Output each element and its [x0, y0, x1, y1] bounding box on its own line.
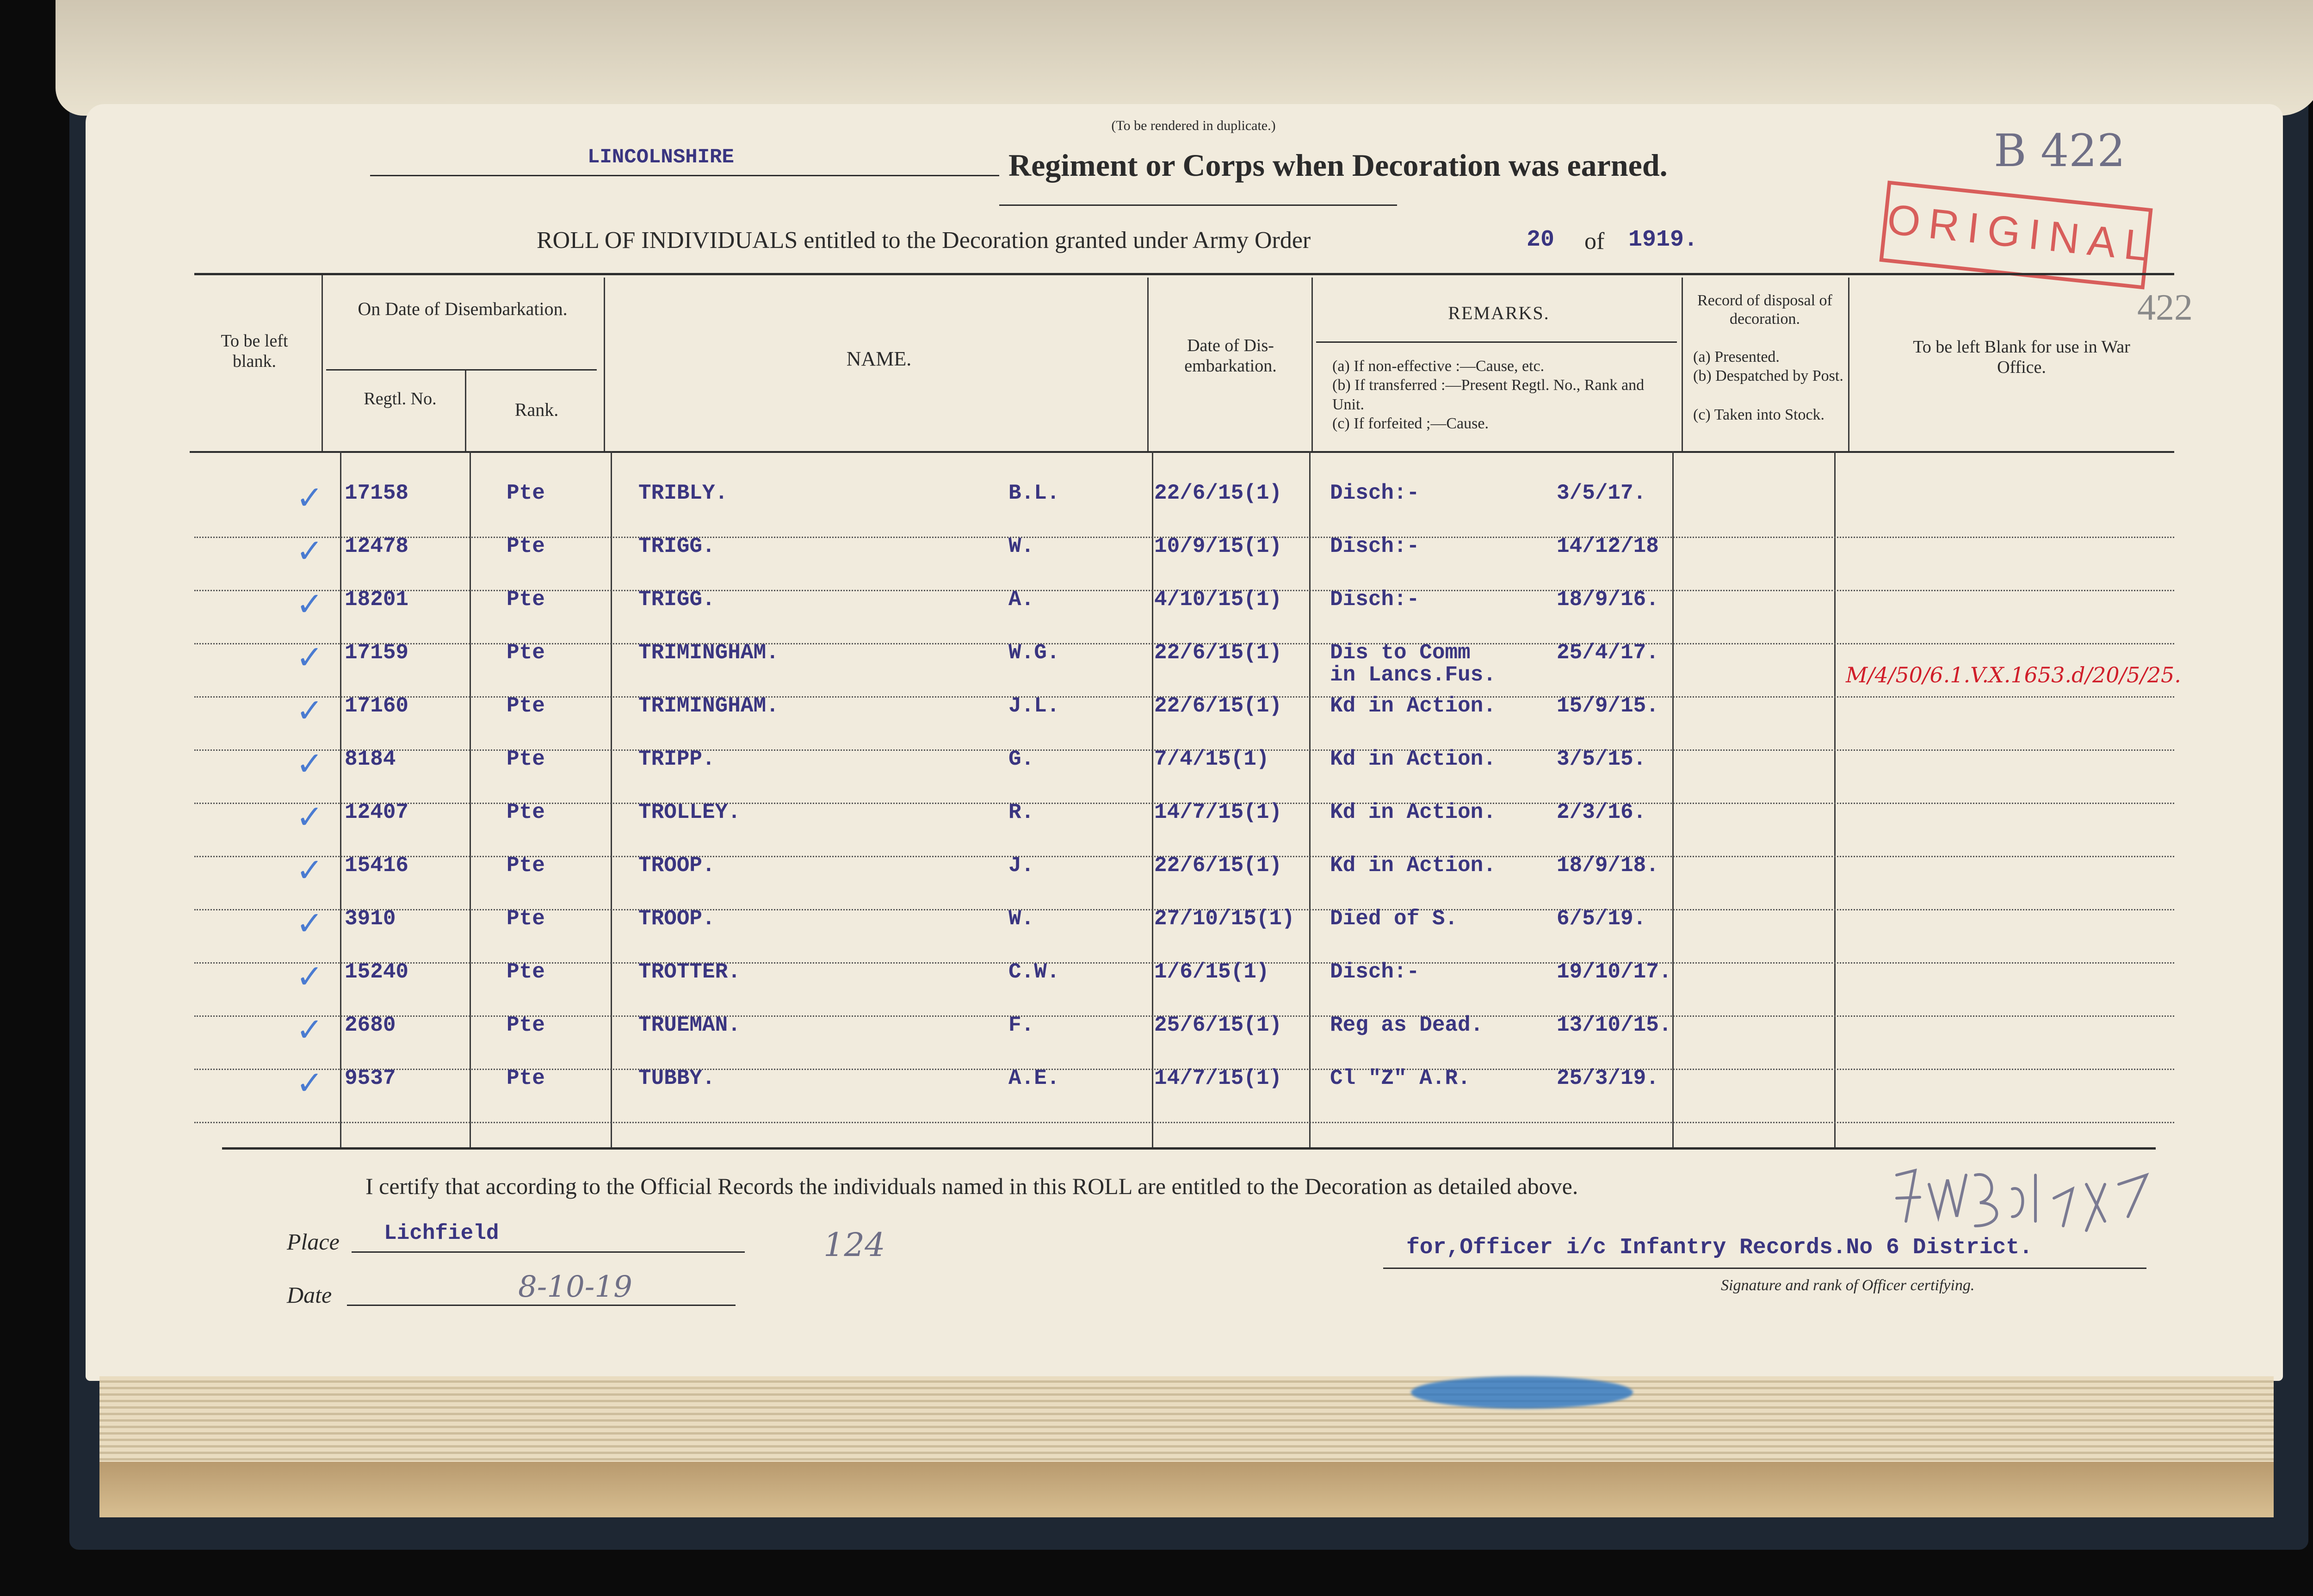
row-regtl-number: 8184 [345, 747, 396, 771]
row-disembark-date: 22/6/15(1) [1154, 854, 1282, 878]
row-surname: TROOP. [638, 907, 715, 931]
checkmark-icon: ✓ [296, 585, 323, 623]
remarks-group-rule [1316, 341, 1677, 343]
row-rank: Pte [507, 588, 545, 612]
row-surname: TRIMINGHAM. [638, 694, 779, 718]
army-order-number: 20 [1527, 227, 1555, 253]
row-disembark-date: 7/4/15(1) [1154, 747, 1269, 771]
place-underline [352, 1251, 745, 1253]
col-divider-name-body [1152, 451, 1153, 1147]
col-divider-blank [322, 275, 323, 451]
row-initials: R. [1008, 800, 1034, 824]
col-divider-name [1147, 278, 1149, 451]
checkmark-icon: ✓ [296, 745, 323, 783]
row-disembark-date: 14/7/15(1) [1154, 1066, 1282, 1090]
row-remark-date: 3/5/15. [1557, 747, 1646, 771]
row-initials: A. [1008, 588, 1034, 612]
row-rank: Pte [507, 694, 545, 718]
row-initials: B.L. [1008, 481, 1060, 505]
row-initials: J. [1008, 854, 1034, 878]
col-header-war-office: To be left Blank for use in War Office. [1913, 337, 2130, 377]
row-disembark-date: 22/6/15(1) [1154, 641, 1282, 665]
remarks-note-b: (b) If transferred :—Present Regtl. No., Rank and Unit. [1332, 377, 1645, 413]
row-remark: Reg as Dead. [1330, 1013, 1484, 1037]
date-value: 8-10-19 [518, 1270, 632, 1304]
order-year: 1919. [1628, 227, 1698, 253]
row-remark-continued: in Lancs.Fus. [1330, 663, 1496, 687]
margin-number: 124 [823, 1226, 885, 1264]
col-divider-disposal-body [1834, 451, 1836, 1147]
row-regtl-number: 2680 [345, 1013, 396, 1037]
row-regtl-number: 15416 [345, 854, 409, 878]
row-initials: C.W. [1008, 960, 1060, 984]
disposal-note-a: (a) Presented. [1693, 348, 1780, 365]
row-remark-date: 3/5/17. [1557, 481, 1646, 505]
row-surname: TUBBY. [638, 1066, 715, 1090]
row-remark-date: 25/4/17. [1557, 641, 1659, 665]
col-header-rank: Rank. [514, 399, 559, 420]
row-rank: Pte [507, 747, 545, 771]
row-disembark-date: 22/6/15(1) [1154, 694, 1282, 718]
certification-text: I certify that according to the Official Records the individuals named in this ROLL are entitled to the Decoration as detailed above. [365, 1173, 1578, 1199]
regiment-name: LINCOLNSHIRE [588, 146, 734, 169]
page-stack-bottom [99, 1462, 2274, 1517]
row-initials: G. [1008, 747, 1034, 771]
row-remark-date: 14/12/18 [1557, 534, 1659, 558]
regiment-underline [370, 175, 999, 176]
disposal-note-c: (c) Taken into Stock. [1693, 406, 1825, 423]
regiment-caption: Regiment or Corps when Decoration was earned. [1008, 148, 1668, 183]
date-label: Date [287, 1282, 332, 1308]
row-initials: W. [1008, 534, 1034, 558]
row-rank: Pte [507, 1066, 545, 1090]
row-rank: Pte [507, 481, 545, 505]
row-remark: Kd in Action. [1330, 800, 1496, 824]
col-divider-blank-body [340, 451, 341, 1147]
col-divider-remarks-body [1672, 451, 1674, 1147]
row-disembark-date: 1/6/15(1) [1154, 960, 1269, 984]
table-top-rule [194, 273, 2174, 275]
col-header-regtl-no: Regtl. No. [364, 389, 437, 408]
col-divider-rank-body [611, 451, 612, 1147]
ink-blot [1411, 1376, 1633, 1409]
row-surname: TRIMINGHAM. [638, 641, 779, 665]
original-stamp: ORIGINAL [1879, 180, 2152, 289]
certifying-officer: for,Officer i/c Infantry Records.No 6 District. [1406, 1235, 2033, 1260]
row-surname: TRIGG. [638, 588, 715, 612]
checkmark-icon: ✓ [296, 851, 323, 889]
row-regtl-number: 18201 [345, 588, 409, 612]
col-divider-remarks [1682, 278, 1683, 451]
signature-caption: Signature and rank of Officer certifying. [1721, 1277, 1975, 1294]
remarks-note-a: (a) If non-effective :—Cause, etc. [1332, 358, 1545, 375]
checkmark-icon: ✓ [296, 798, 323, 836]
reference-number: B 422 [1994, 125, 2126, 177]
row-surname: TRIBLY. [638, 481, 728, 505]
row-regtl-number: 9537 [345, 1066, 396, 1090]
checkmark-icon: ✓ [296, 479, 323, 517]
row-initials: A.E. [1008, 1066, 1060, 1090]
page-number: 422 [2137, 287, 2193, 328]
row-regtl-number: 15240 [345, 960, 409, 984]
row-remark-date: 2/3/16. [1557, 800, 1646, 824]
row-remark: Kd in Action. [1330, 854, 1496, 878]
checkmark-icon: ✓ [296, 692, 323, 730]
roll-title: ROLL OF INDIVIDUALS entitled to the Decoration granted under Army Order [537, 227, 1311, 254]
duplicate-note: (To be rendered in duplicate.) [1111, 118, 1276, 133]
col-divider-regtl-body [470, 451, 471, 1147]
row-remark-date: 6/5/19. [1557, 907, 1646, 931]
row-surname: TROTTER. [638, 960, 741, 984]
checkmark-icon: ✓ [296, 1064, 323, 1102]
row-rank: Pte [507, 854, 545, 878]
row-regtl-number: 12407 [345, 800, 409, 824]
row-surname: TRIGG. [638, 534, 715, 558]
checkmark-icon: ✓ [296, 638, 323, 676]
war-office-note: M/4/50/6.1.V.X.1653.d/20/5/25. [1846, 662, 2181, 687]
row-regtl-number: 17158 [345, 481, 409, 505]
row-disembark-date: 14/7/15(1) [1154, 800, 1282, 824]
row-rank: Pte [507, 641, 545, 665]
col-divider-disposal [1848, 278, 1849, 451]
row-disembark-date: 10/9/15(1) [1154, 534, 1282, 558]
row-surname: TROLLEY. [638, 800, 741, 824]
row-surname: TRIPP. [638, 747, 715, 771]
checkmark-icon: ✓ [296, 958, 323, 996]
col-header-name: NAME. [846, 347, 912, 370]
checkmark-icon: ✓ [296, 904, 323, 942]
row-separator [194, 1122, 2174, 1123]
col-divider-date-body [1309, 451, 1311, 1147]
col-header-remarks: REMARKS. [1448, 303, 1550, 323]
row-initials: W.G. [1008, 641, 1060, 665]
row-rank: Pte [507, 907, 545, 931]
remarks-note-c: (c) If forfeited ;—Cause. [1332, 415, 1489, 432]
row-initials: J.L. [1008, 694, 1060, 718]
row-remark-date: 19/10/17. [1557, 960, 1672, 984]
row-regtl-number: 17159 [345, 641, 409, 665]
col-divider-rank [604, 278, 605, 451]
row-remark: Cl "Z" A.R. [1330, 1066, 1471, 1090]
row-rank: Pte [507, 1013, 545, 1037]
col-divider-date [1311, 278, 1313, 451]
row-initials: W. [1008, 907, 1034, 931]
row-regtl-number: 12478 [345, 534, 409, 558]
row-surname: TRUEMAN. [638, 1013, 741, 1037]
row-regtl-number: 3910 [345, 907, 396, 931]
row-disembark-date: 22/6/15(1) [1154, 481, 1282, 505]
row-initials: F. [1008, 1013, 1034, 1037]
row-remark: Dis to Comm [1330, 641, 1471, 665]
date-underline [347, 1305, 736, 1306]
table-header-rule [190, 451, 2174, 453]
row-remark: Disch:- [1330, 588, 1420, 612]
row-remark: Kd in Action. [1330, 694, 1496, 718]
row-regtl-number: 17160 [345, 694, 409, 718]
col-header-disembark-group: On Date of Disembarkation. [358, 298, 568, 319]
row-disembark-date: 25/6/15(1) [1154, 1013, 1282, 1037]
row-remark-date: 18/9/18. [1557, 854, 1659, 878]
table-bottom-rule [222, 1147, 2156, 1150]
checkmark-icon: ✓ [296, 532, 323, 570]
row-remark: Disch:- [1330, 534, 1420, 558]
signature-rule [1383, 1268, 2146, 1269]
officer-signature [1887, 1157, 2165, 1240]
row-remark-date: 13/10/15. [1557, 1013, 1672, 1037]
row-remark: Disch:- [1330, 481, 1420, 505]
place-label: Place [287, 1229, 340, 1255]
row-disembark-date: 4/10/15(1) [1154, 588, 1282, 612]
row-rank: Pte [507, 534, 545, 558]
row-rank: Pte [507, 960, 545, 984]
previous-page-edge [56, 0, 2313, 116]
row-surname: TROOP. [638, 854, 715, 878]
place-value: Lichfield [384, 1221, 499, 1245]
row-remark-date: 18/9/16. [1557, 588, 1659, 612]
col-divider-regtl [465, 370, 466, 451]
row-rank: Pte [507, 800, 545, 824]
disposal-note-b: (b) Despatched by Post. [1693, 367, 1843, 384]
col-header-disposal: Record of disposal of decoration. [1697, 292, 1832, 328]
row-remark: Died of S. [1330, 907, 1458, 931]
row-remark-date: 25/3/19. [1557, 1066, 1659, 1090]
checkmark-icon: ✓ [296, 1011, 323, 1049]
col-header-date: Date of Dis-embarkation. [1184, 336, 1277, 376]
row-remark: Kd in Action. [1330, 747, 1496, 771]
order-of: of [1584, 228, 1605, 254]
header-rule [999, 204, 1397, 206]
row-disembark-date: 27/10/15(1) [1154, 907, 1295, 931]
col-header-blank: To be left blank. [221, 331, 288, 371]
row-remark: Disch:- [1330, 960, 1420, 984]
row-remark-date: 15/9/15. [1557, 694, 1659, 718]
disembark-group-rule [326, 369, 597, 371]
